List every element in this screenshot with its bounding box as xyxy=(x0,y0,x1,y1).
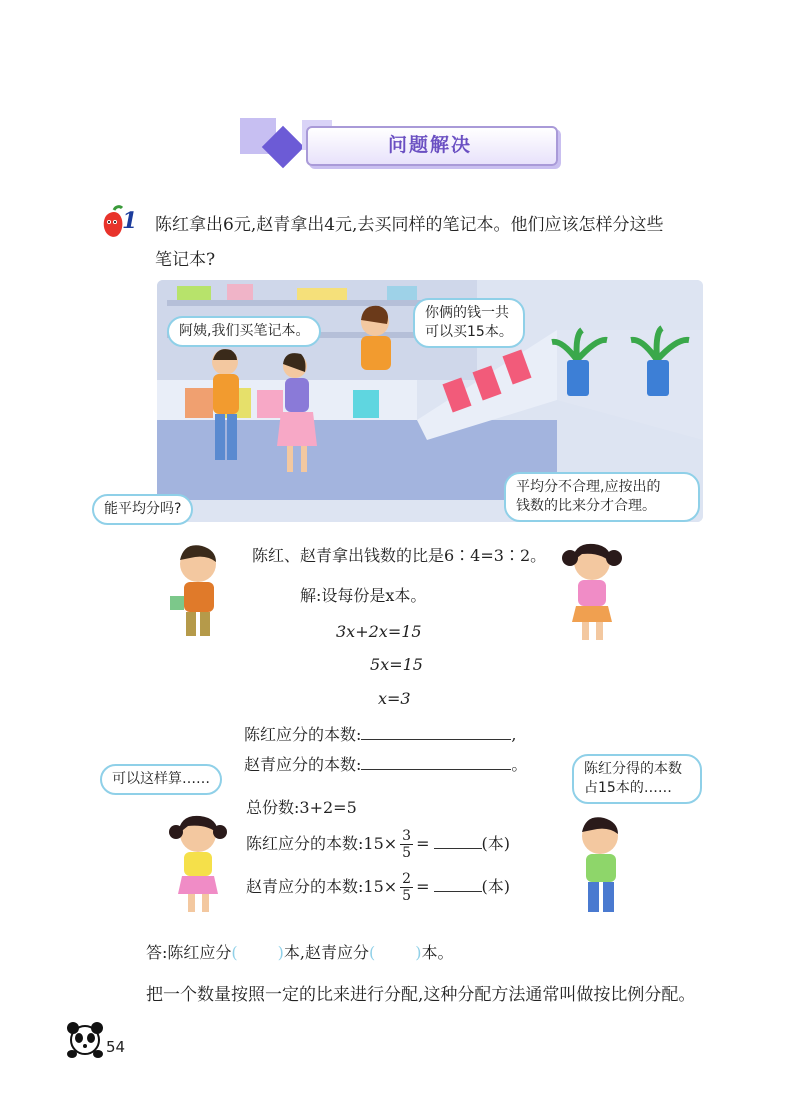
chen-fraction-blank[interactable] xyxy=(434,848,482,849)
equation-1: 3x+2x=15 xyxy=(336,622,422,641)
girl-figure-right xyxy=(550,538,636,646)
definition-text: 把一个数量按照一定的比来进行分配,这种分配方法通常叫做按比例分配。 xyxy=(146,985,696,1005)
chen-fraction-prefix: 陈红应分的本数:15× xyxy=(246,834,398,853)
girl-figure-left xyxy=(160,810,238,918)
speech-bubble-clerk xyxy=(413,298,525,348)
fraction-three-fifths xyxy=(400,828,413,861)
answer-close-paren: ) xyxy=(277,943,284,962)
answer-line xyxy=(146,940,454,963)
shop-clerk xyxy=(361,306,391,370)
chen-share-blank[interactable] xyxy=(361,739,511,740)
answer-close-paren: ) xyxy=(415,943,422,962)
zhao-fraction-line xyxy=(246,871,510,904)
unit-label: (本) xyxy=(481,834,510,853)
section-title: 问题解决 xyxy=(387,134,472,156)
clerk-line-2: 可以买15本。 xyxy=(425,324,513,340)
answer-middle: 本,赵青应分 xyxy=(283,943,369,962)
bubble-girl-answer xyxy=(504,472,700,522)
bubble-girl-method: 可以这样算…… xyxy=(100,764,222,795)
chen-fraction-line xyxy=(246,828,510,861)
problem-line-2: 笔记本? xyxy=(155,250,216,270)
let-statement: 解:设每份是x本。 xyxy=(300,586,427,605)
equation-3: x=3 xyxy=(378,689,411,708)
fraction-denominator: 5 xyxy=(402,845,412,861)
ratio-statement: 陈红、赵青拿出钱数的比是6∶4=3∶2。 xyxy=(252,546,547,565)
boy-figure-right xyxy=(560,812,640,920)
problem-text xyxy=(155,208,715,278)
answer-open-paren: ( xyxy=(231,943,238,962)
fraction-denominator: 5 xyxy=(402,888,412,904)
fraction-numerator: 2 xyxy=(402,871,412,887)
girl-answer-line-1: 平均分不合理,应按出的 xyxy=(516,479,661,495)
fraction-two-fifths xyxy=(400,871,413,904)
zhao-share-blank[interactable] xyxy=(361,769,511,770)
equals-sign: = xyxy=(416,877,430,896)
boy-figure-left xyxy=(160,540,240,644)
panda-icon xyxy=(64,1018,106,1060)
fraction-numerator: 3 xyxy=(402,828,412,844)
bubble-boy-method xyxy=(572,754,702,804)
equals-sign: = xyxy=(416,834,430,853)
problem-line-1: 陈红拿出6元,赵青拿出4元,去买同样的笔记本。他们应该怎样分这些 xyxy=(155,215,664,235)
unit-label: (本) xyxy=(481,877,510,896)
total-parts: 总份数:3+2=5 xyxy=(246,798,357,817)
answer-open-paren: ( xyxy=(369,943,376,962)
girl-answer-line-2: 钱数的比来分才合理。 xyxy=(516,498,656,514)
bubble-boy-question: 能平均分吗? xyxy=(92,494,193,525)
boy-method-line-1: 陈红分得的本数 xyxy=(584,761,682,777)
chen-share-end: , xyxy=(511,725,517,744)
answer-prefix: 答:陈红应分 xyxy=(146,943,232,962)
problem-number: 1 xyxy=(122,208,138,234)
page-number: 54 xyxy=(106,1038,126,1056)
zhao-share-end: 。 xyxy=(511,755,528,774)
chen-share-label: 陈红应分的本数: xyxy=(244,725,362,744)
boy-method-line-2: 占15本的…… xyxy=(584,780,672,796)
answer-suffix: 本。 xyxy=(421,943,454,962)
zhao-fraction-prefix: 赵青应分的本数:15× xyxy=(246,877,398,896)
clerk-line-1: 你俩的钱一共 xyxy=(425,305,509,321)
equation-2: 5x=15 xyxy=(370,655,423,674)
speech-bubble-kids: 阿姨,我们买笔记本。 xyxy=(167,316,321,347)
zhao-share-line xyxy=(244,752,527,775)
chen-share-line xyxy=(244,722,517,745)
zhao-share-label: 赵青应分的本数: xyxy=(244,755,362,774)
zhao-fraction-blank[interactable] xyxy=(434,891,482,892)
